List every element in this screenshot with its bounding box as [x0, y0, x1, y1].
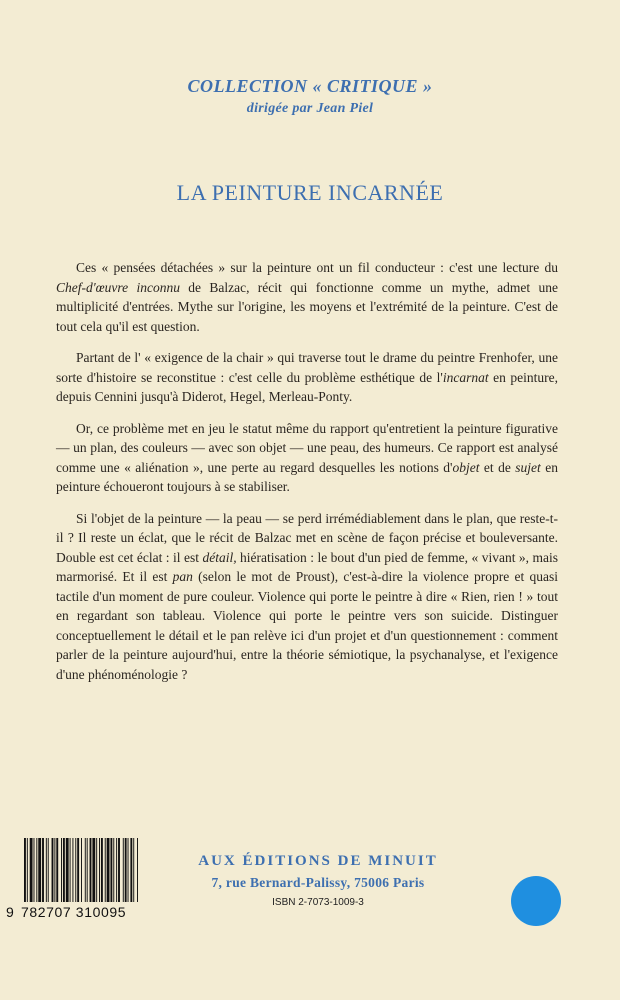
barcode-bar — [105, 838, 106, 902]
italic-term: incarnat — [442, 369, 489, 385]
barcode-bar — [77, 838, 79, 902]
barcode-bar — [110, 838, 112, 902]
series-editor: dirigée par Jean Piel — [246, 101, 374, 116]
blue-sticker — [511, 876, 561, 926]
barcode-bar — [42, 838, 44, 902]
barcode-bar — [118, 838, 120, 902]
text-run: en peinture, depuis Cennini jusqu'à Diderot, Hegel, Merleau-Ponty. — [56, 369, 558, 404]
barcode-bar — [52, 838, 54, 902]
barcode-bar — [24, 838, 26, 902]
barcode-bar — [116, 838, 117, 902]
barcode-lead-digit: 9 — [6, 904, 15, 920]
text-run: en peinture échoueront toujours à se stabiliser. — [56, 459, 558, 494]
barcode-bar — [48, 838, 49, 902]
barcode-bar — [34, 838, 35, 902]
barcode-bar — [130, 838, 132, 902]
blurb-paragraph — [56, 348, 558, 407]
text-run: et de — [479, 459, 516, 475]
text-run: Partant de l' « exigence de la chair » qui traverse tout le drame du peintre Frenhofer, une sorte d'histoire se reconstitue : c'est celle du problème esthétique de l' — [56, 350, 558, 385]
barcode-bar — [92, 838, 95, 902]
barcode — [22, 838, 172, 902]
barcode-bar — [107, 838, 110, 902]
barcode-bar — [99, 838, 100, 902]
italic-term: détail, — [202, 549, 237, 565]
text-run: de Balzac, récit qui fonctionne comme un mythe, admet une multiplicité d'entrées. Mythe sur l'origine, les moyens et l'extrémité de la peinture. C'est de tout cela qu'il est question. — [56, 279, 558, 334]
barcode-bar — [125, 838, 127, 902]
italic-term: Chef-d'œuvre inconnu — [56, 279, 180, 295]
blurb-paragraph — [56, 419, 558, 497]
publisher-name: AUX ÉDITIONS DE MINUIT — [198, 853, 438, 869]
barcode-bar — [87, 838, 88, 902]
blurb-paragraph — [56, 258, 558, 336]
barcode-bar — [72, 838, 73, 902]
barcode-bar — [63, 838, 65, 902]
barcode-bar — [38, 838, 41, 902]
barcode-bar — [101, 838, 103, 902]
barcode-bar — [137, 838, 138, 902]
barcode-bar — [56, 838, 58, 902]
italic-term: pan — [172, 569, 193, 584]
barcode-bar — [128, 838, 129, 902]
barcode-bar — [54, 838, 55, 902]
barcode-bar — [27, 838, 28, 902]
barcode-bar — [66, 838, 69, 902]
barcode-bar — [36, 838, 37, 902]
barcode-bar — [61, 838, 62, 902]
series-title: COLLECTION « CRITIQUE » — [187, 76, 433, 96]
barcode-bar — [46, 838, 47, 902]
barcode-bar — [30, 838, 33, 902]
blurb-paragraph — [56, 509, 558, 685]
blurb-text — [56, 258, 558, 684]
barcode-bar — [113, 838, 114, 902]
text-run: Or, ce problème met en jeu le statut même du rapport qu'entretient la peinture figurative — un plan, des couleurs — avec son objet — une peau, des humeurs. Ce rapport est analysé comme une « aliénation », une perte au regard desquelles les notions d' — [56, 420, 558, 475]
publisher-address: 7, rue Bernard-Palissy, 75006 Paris — [211, 875, 425, 890]
text-run: (selon le mot de Proust), c'est-à-dire la violence propre et quasi tactile d'un moment de pure couleur. Violence qui porte le peintre à dire « Rien, rien ! » tout en regardant son tableau. Violence qui porte le peintre vers son suicide. Distinguer conceptuellement le détail et le pan relève ici d'un projet et d'un questionnement : comment parler de la peinture aujourd'hui, entre la théorie sémiotique, la psychanalyse, et l'exigence d'une phénoménologie ? — [56, 569, 558, 682]
barcode-bar — [81, 838, 82, 902]
barcode-bar — [96, 838, 97, 902]
book-title: LA PEINTURE INCARNÉE — [176, 180, 444, 205]
isbn: ISBN 2-7073-1009-3 — [272, 897, 364, 908]
barcode-bar — [70, 838, 71, 902]
barcode-bar — [85, 838, 86, 902]
barcode-bar — [75, 838, 76, 902]
italic-term: sujet — [515, 459, 541, 475]
barcode-bar — [123, 838, 124, 902]
text-run: hiératisation : le bout d'un pied de femme, « vivant », mais marmorisé. Et il est — [56, 549, 558, 584]
barcode-bar — [90, 838, 92, 902]
barcode-bar — [133, 838, 134, 902]
text-run: Ces « pensées détachées » sur la peinture ont un fil conducteur : c'est une lecture du — [76, 260, 558, 275]
barcode-number: 782707 310095 — [21, 904, 127, 920]
text-run: Si l'objet de la peinture — la peau — se perd irrémédiablement dans le plan, que reste-t-il ? Il reste un éclat, que le récit de Balzac met en scène de façon précise et bouleversante. Double est cet éclat : il est — [56, 510, 558, 565]
italic-term: objet — [452, 459, 480, 475]
